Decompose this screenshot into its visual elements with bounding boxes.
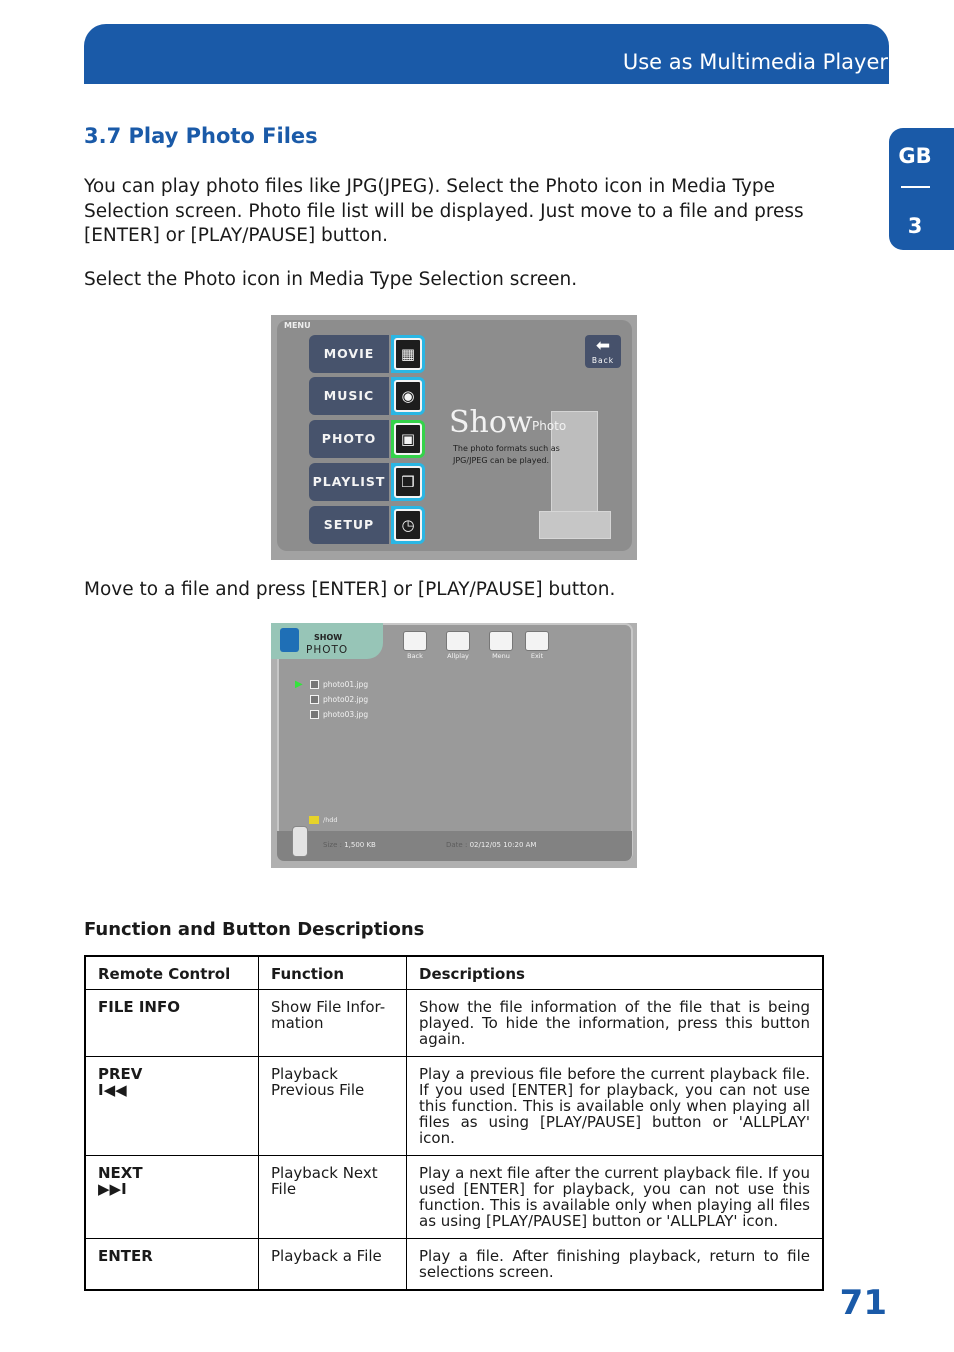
menu-item-movie[interactable]: MOVIE: [309, 335, 389, 373]
file-item[interactable]: photo02.jpg: [309, 692, 368, 707]
table-row: [85, 1057, 823, 1156]
back-arrow-icon: ⬅: [595, 336, 611, 356]
file-size: [323, 841, 376, 849]
table-title: Function and Button Descriptions: [84, 919, 425, 940]
section-title: 3.7 Play Photo Files: [84, 124, 318, 148]
header-function: Function: [259, 956, 407, 990]
menu-label: MENU: [284, 321, 311, 330]
header-title: Use as Multimedia Player: [622, 50, 888, 74]
back-icon: [403, 631, 427, 651]
file-list: [309, 677, 368, 722]
pillar-base-graphic: [539, 511, 611, 539]
file-date: [446, 841, 536, 849]
language-label: GB: [898, 144, 932, 168]
description-cell: Play a file. After finishing playback, return to file selections screen.: [407, 1239, 824, 1291]
table-row: [85, 1239, 823, 1291]
remote-control-cell: [85, 1239, 259, 1291]
toolbar-exit-label: Exit: [530, 652, 544, 660]
folder-icon: [309, 816, 319, 824]
function-cell: Playback Previous File: [259, 1057, 407, 1156]
table-row: [85, 990, 823, 1057]
show-title: Show: [449, 405, 533, 440]
toolbar-menu-label: Menu: [492, 652, 510, 660]
toolbar-allplay-label: Allplay: [447, 652, 469, 660]
tab-photo-label: PHOTO: [306, 644, 349, 656]
menu-item-photo[interactable]: PHOTO: [309, 420, 389, 458]
browser-tab: [271, 623, 383, 659]
chapter-number: 3: [907, 214, 923, 238]
toolbar-back-button[interactable]: [403, 631, 427, 660]
menu-icon: [489, 631, 513, 651]
table-header-row: [85, 956, 823, 990]
description-cell: Show the file information of the file that is being played. To hide the information, press this button again.: [407, 990, 824, 1057]
function-cell: Playback Next File: [259, 1156, 407, 1239]
current-path: /hdd: [323, 816, 338, 824]
back-label: Back: [591, 356, 615, 365]
control-name: NEXT: [98, 1164, 143, 1182]
control-name: FILE INFO: [98, 998, 180, 1016]
control-name: ENTER: [98, 1247, 153, 1265]
remote-control-cell: [85, 990, 259, 1057]
next-symbol-icon: ▶▶I: [98, 1180, 127, 1198]
step2-instruction: Move to a file and press [ENTER] or [PLAY/PAUSE] button.: [84, 579, 616, 600]
menu-item-setup[interactable]: SETUP: [309, 506, 389, 544]
step1-instruction: Select the Photo icon in Media Type Selection screen.: [84, 269, 578, 290]
header-descriptions: Descriptions: [407, 956, 824, 990]
header-remote-control: Remote Control: [85, 956, 259, 990]
toolbar-exit-button[interactable]: [525, 631, 549, 660]
tab-show-label: SHOW: [314, 633, 343, 642]
film-icon[interactable]: ▦: [391, 335, 425, 373]
size-label: Size :: [323, 841, 342, 849]
photo-tab-icon: [280, 628, 299, 652]
speaker-icon[interactable]: ◉: [391, 377, 425, 415]
back-button[interactable]: [585, 335, 621, 368]
exit-icon: [525, 631, 549, 651]
date-value: 02/12/05 10:20 AM: [469, 841, 537, 849]
remote-control-cell: [85, 1057, 259, 1156]
function-cell: Show File Infor-mation: [259, 990, 407, 1057]
tab-divider: [901, 186, 930, 188]
show-description: The photo formats such as JPG/JPEG can be played.: [453, 444, 560, 465]
toolbar-back-label: Back: [407, 652, 423, 660]
function-table: [84, 955, 824, 1291]
toolbar-allplay-button[interactable]: [446, 631, 470, 660]
intro-paragraph: You can play photo files like JPG(JPEG). Select the Photo icon in Media Type Selection screen. Photo file list will be displayed. Just move to a file and press [ENTER] or [PLAY/PAUSE] button.: [84, 176, 804, 246]
remote-control-cell: [85, 1156, 259, 1239]
date-label: Date :: [446, 841, 468, 849]
media-type-menu-screenshot: [271, 315, 637, 560]
description-cell: Play a previous file before the current playback file. If you used [ENTER] for playback, you can not use this function. This is available only when playing all files as using [PLAY/PAUSE] button or 'ALLPLAY' icon.: [407, 1057, 824, 1156]
file-item[interactable]: photo03.jpg: [309, 707, 368, 722]
table-row: [85, 1156, 823, 1239]
size-value: 1,500 KB: [344, 841, 376, 849]
page-number: 71: [839, 1283, 887, 1323]
menu-item-playlist[interactable]: PLAYLIST: [309, 463, 389, 501]
file-item[interactable]: photo01.jpg: [309, 677, 368, 692]
menu-item-music[interactable]: MUSIC: [309, 377, 389, 415]
box-icon[interactable]: ❒: [391, 463, 425, 501]
prev-symbol-icon: I◀◀: [98, 1081, 127, 1099]
toolbar-menu-button[interactable]: [489, 631, 513, 660]
photo-browser-screenshot: [271, 623, 637, 868]
clock-icon[interactable]: ◷: [391, 506, 425, 544]
show-subtitle: Photo: [532, 419, 567, 433]
allplay-icon: [446, 631, 470, 651]
chapter-tab: [889, 128, 954, 250]
control-name: PREV: [98, 1065, 143, 1083]
file-cursor-icon: ▶: [295, 679, 303, 690]
photo-icon[interactable]: ▣: [391, 420, 425, 458]
description-cell: Play a next file after the current playback file. If you used [ENTER] for playback, you can not use this function. This is available only when playing all files as using [PLAY/PAUSE] button or 'ALLPLAY' icon.: [407, 1156, 824, 1239]
remote-icon: [292, 826, 308, 857]
function-cell: Playback a File: [259, 1239, 407, 1291]
